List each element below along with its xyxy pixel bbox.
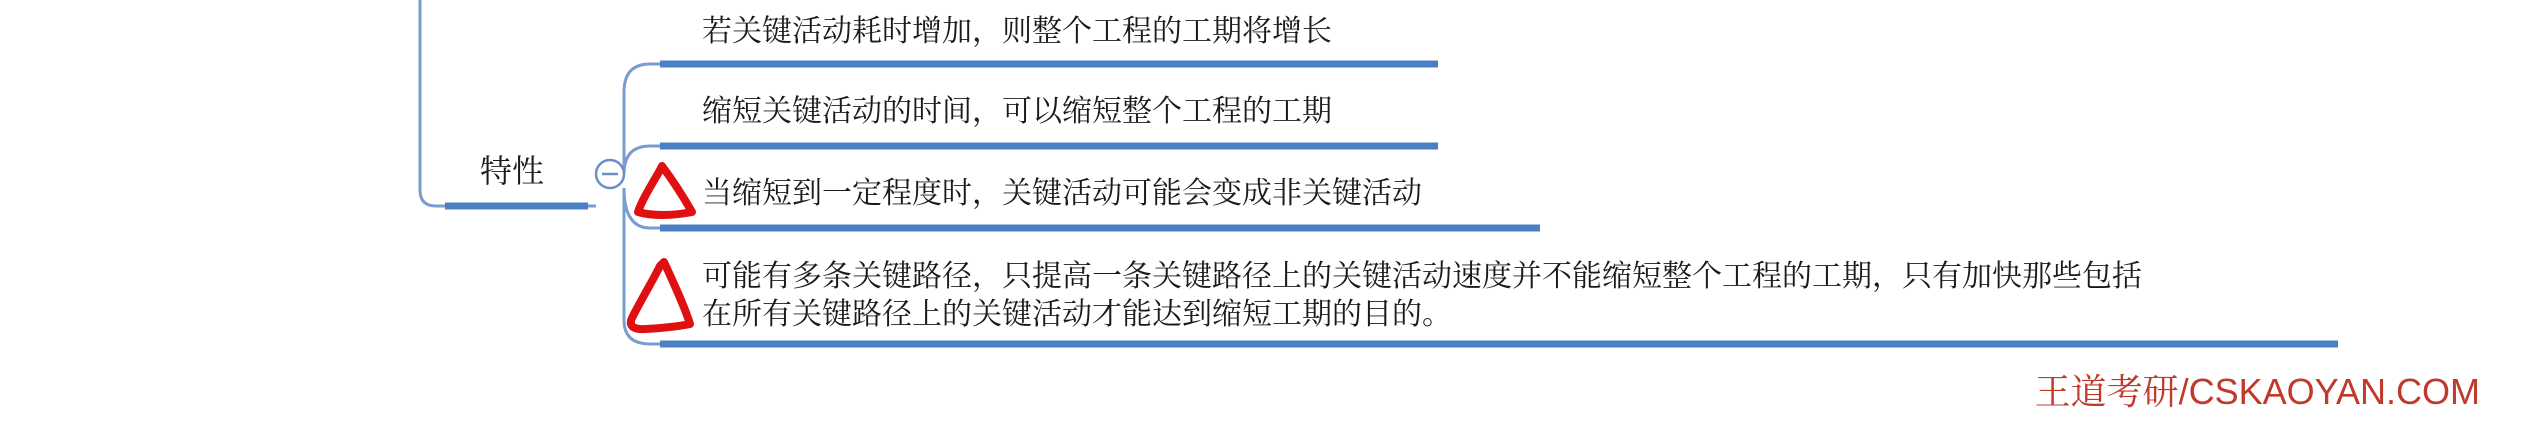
child-connector-2: [624, 146, 660, 174]
child-node-4-line-2: 在所有关键路径上的关键活动才能达到缩短工期的目的。: [702, 297, 1452, 332]
child-node-2[interactable]: 缩短关键活动的时间，可以缩短整个工程的工期: [702, 94, 1332, 129]
child-node-4[interactable]: [702, 258, 2142, 334]
child-node-4-line-1: 可能有多条关键路径，只提高一条关键路径上的关键活动速度并不能缩短整个工程的工期，只有加快那些包括: [702, 259, 2142, 294]
red-triangle-icon: [638, 166, 692, 215]
child-connector-1: [624, 64, 660, 174]
red-triangle-icon: [631, 262, 690, 329]
child-node-3[interactable]: 当缩短到一定程度时，关键活动可能会变成非关键活动: [702, 176, 1422, 211]
parent-connector: [420, 0, 445, 206]
branch-label-characteristics[interactable]: 特性: [480, 152, 545, 190]
watermark: 王道考研/CSKAOYAN.COM: [2034, 371, 2480, 412]
minus-circle-icon[interactable]: [596, 160, 624, 188]
child-node-1[interactable]: 若关键活动耗时增加，则整个工程的工期将增长: [702, 14, 1332, 49]
